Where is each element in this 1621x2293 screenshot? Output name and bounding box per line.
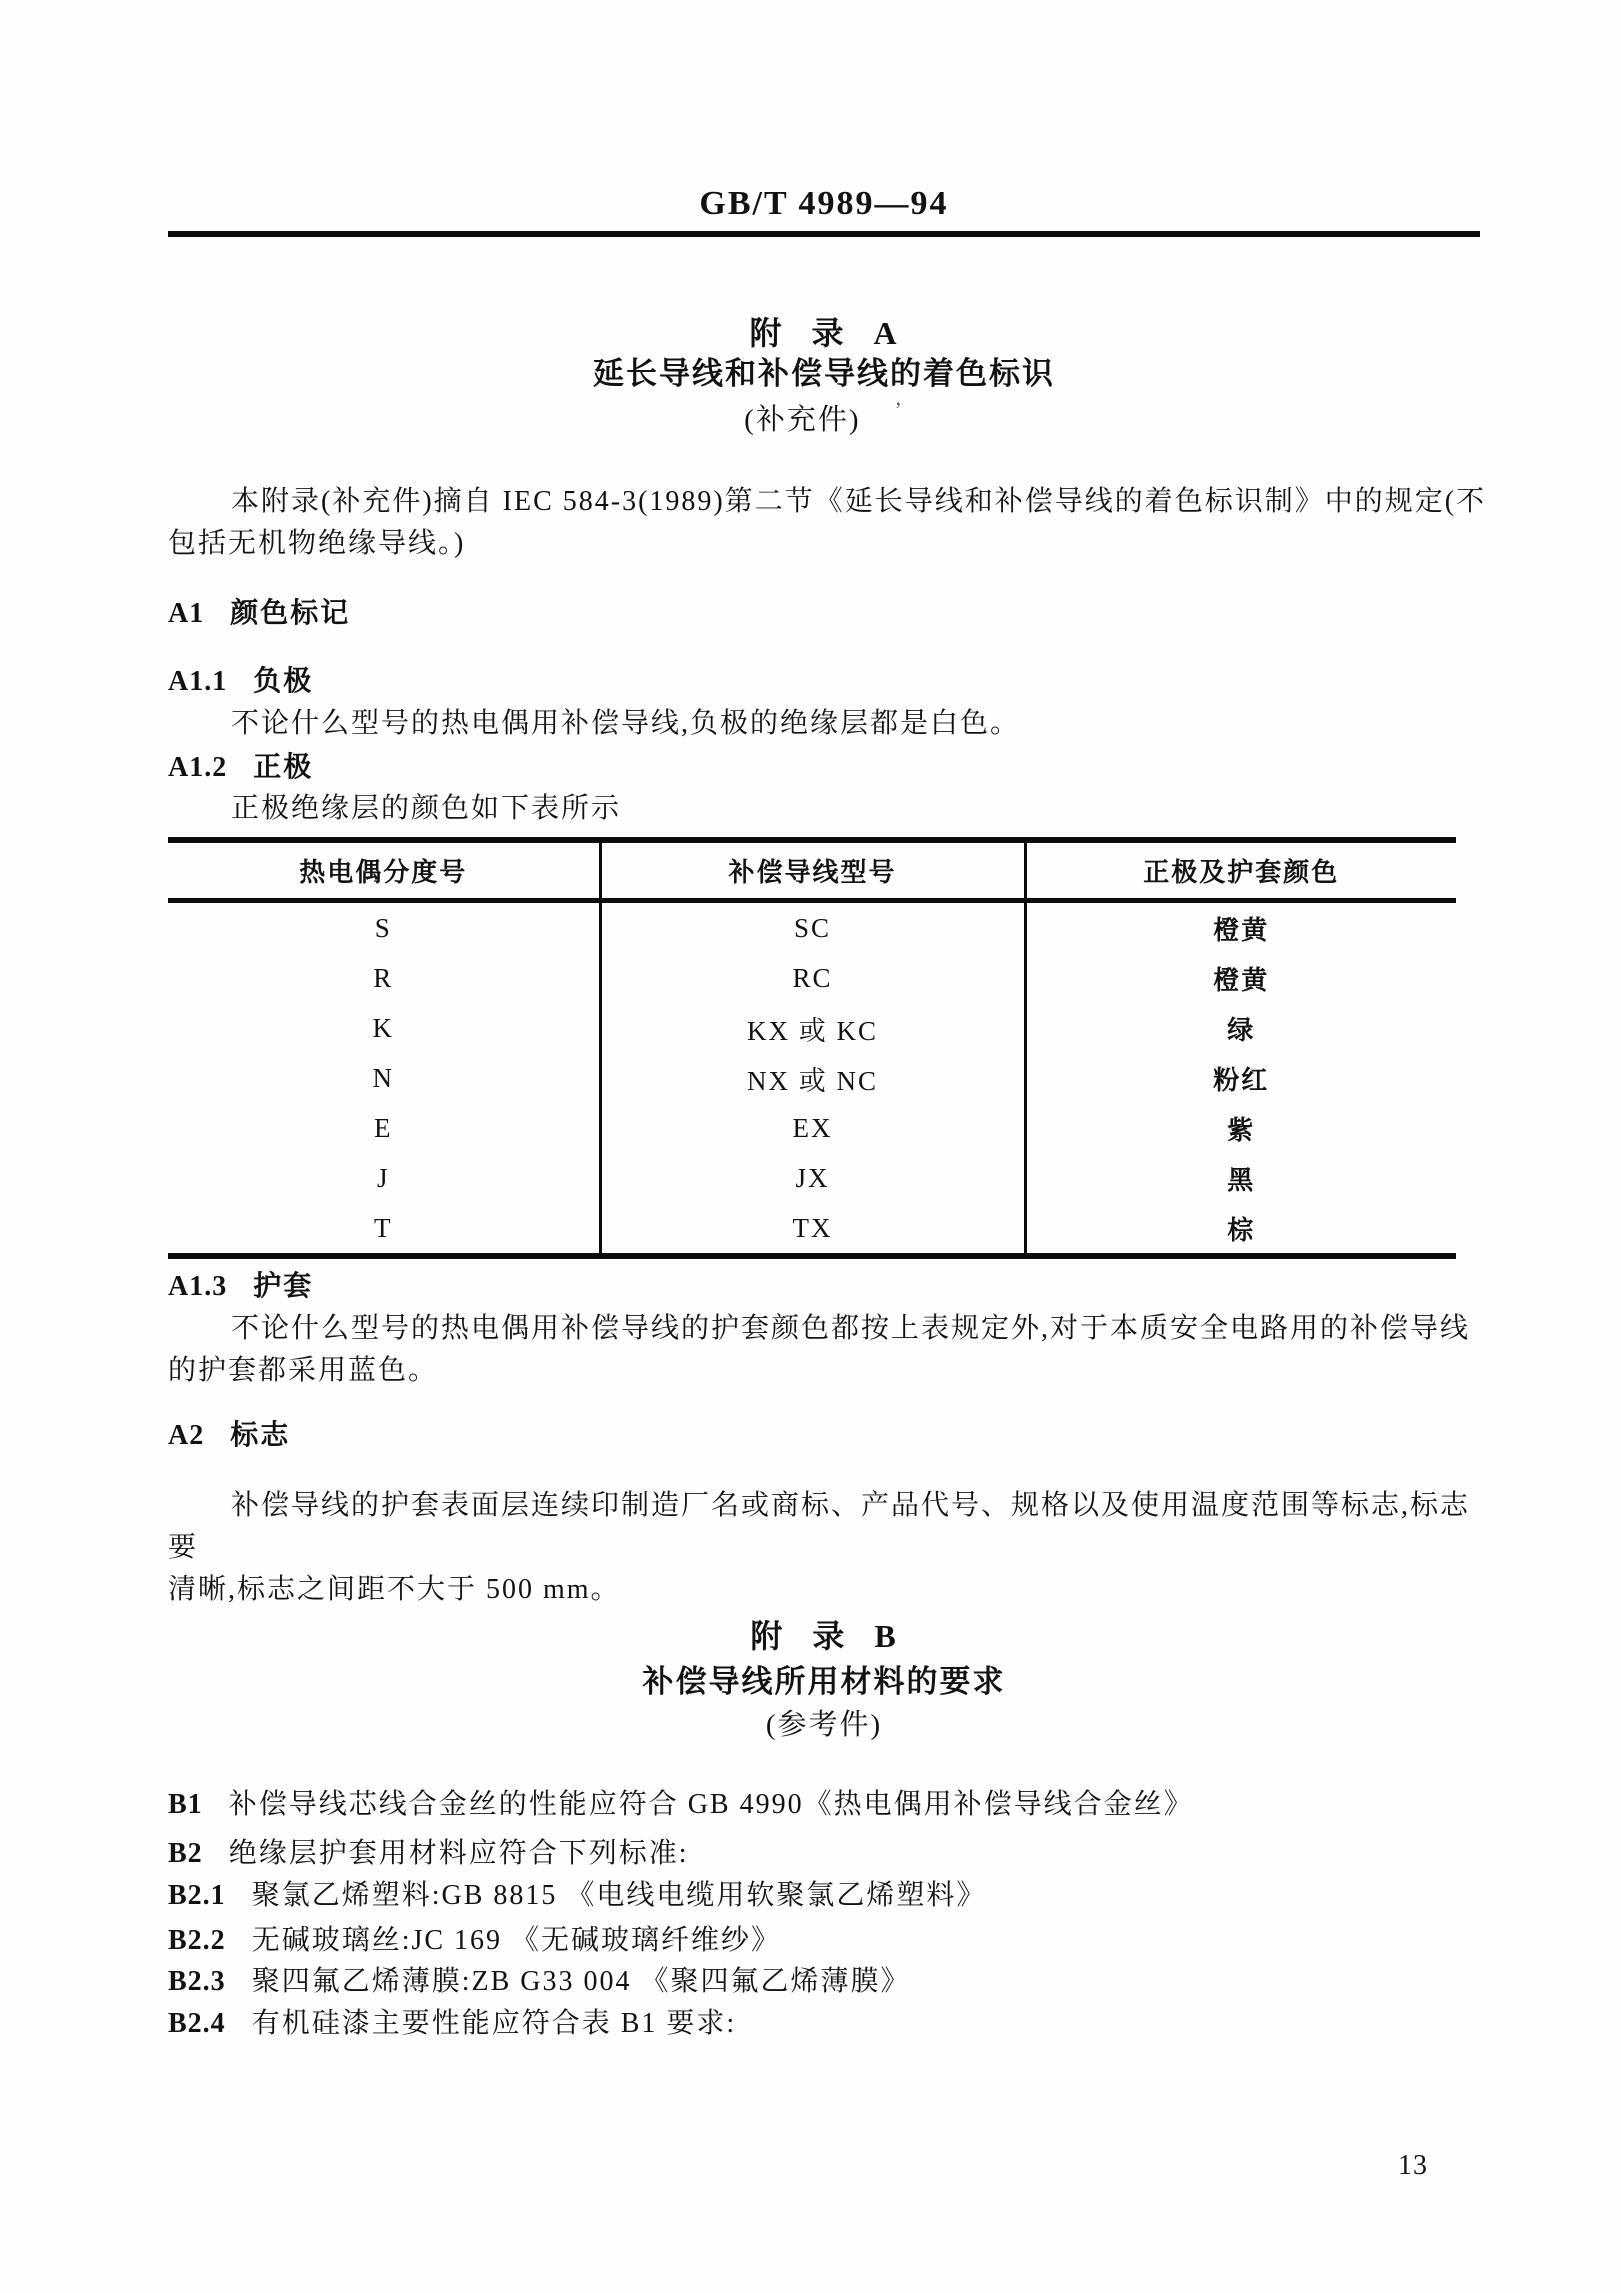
- appendix-b-subtitle: 补偿导线所用材料的要求: [642, 1664, 1006, 1699]
- table-cell: JX: [600, 1153, 1025, 1203]
- clause-a1-2: [168, 750, 1490, 786]
- appendix-a-intro: [168, 481, 1490, 565]
- table-cell: 棕: [1227, 1215, 1256, 1245]
- clause-number: B2.4: [168, 2008, 226, 2039]
- clause-number: B1: [168, 1789, 203, 1820]
- clause-title: 标志: [230, 1420, 291, 1451]
- paragraph-line: 本附录(补充件)摘自 IEC 584-3(1989)第二节《延长导线和补偿导线的着色标识制》中的规定(不: [231, 486, 1487, 517]
- table-row: [168, 1003, 1456, 1053]
- column-header: 热电偶分度号: [168, 840, 600, 901]
- clause-number: A1: [168, 598, 205, 629]
- clause-a1-2-body: 正极绝缘层的颜色如下表所示: [231, 793, 622, 824]
- appendix-b-title: 附 录 B: [750, 1618, 898, 1654]
- standard-number: GB/T 4989—94: [699, 185, 949, 222]
- clause-number: B2: [168, 1838, 203, 1869]
- table-row: [168, 1103, 1456, 1153]
- table-cell: K: [372, 1012, 394, 1043]
- column-header: 补偿导线型号: [600, 840, 1025, 901]
- table-cell: J: [376, 1162, 390, 1193]
- paragraph-line: 不论什么型号的热电偶用补偿导线的护套颜色都按上表规定外,对于本质安全电路用的补偿导线: [231, 1313, 1471, 1344]
- table-cell: R: [373, 962, 394, 993]
- table-cell: KX 或 KC: [600, 1003, 1025, 1053]
- clause-text: 有机硅漆主要性能应符合表 B1 要求:: [251, 2008, 737, 2039]
- appendix-a-type-text: (补充件): [744, 404, 861, 436]
- clause-b2-2: [168, 1923, 1490, 1959]
- column-header: 正极及护套颜色: [1025, 840, 1456, 901]
- table-cell: N: [372, 1062, 394, 1093]
- table-cell: S: [374, 912, 392, 943]
- table-row: [168, 901, 1456, 954]
- scan-speck: ’: [894, 397, 904, 422]
- clause-a1-3: [168, 1269, 1490, 1305]
- clause-number: A1.2: [168, 752, 228, 783]
- paragraph-line: 清晰,标志之间距不大于 500 mm。: [168, 1574, 621, 1605]
- paragraph-line: 补偿导线的护套表面层连续印制造厂名或商标、产品代号、规格以及使用温度范围等标志,标志要: [168, 1490, 1471, 1563]
- clause-text: 聚四氟乙烯薄膜:ZB G33 004 《聚四氟乙烯薄膜》: [251, 1966, 911, 1997]
- clause-a2-body: [168, 1485, 1490, 1611]
- clause-b2-3: [168, 1964, 1490, 2000]
- clause-number: A1.3: [168, 1271, 228, 1302]
- page-number: 13: [1398, 2150, 1428, 2181]
- color-marking-table: [168, 837, 1456, 1259]
- table-row: [168, 953, 1456, 1003]
- paragraph-line: 的护套都采用蓝色。: [168, 1355, 439, 1386]
- appendix-b-type-label: (参考件): [765, 1709, 883, 1741]
- table-cell: 橙黄: [1213, 965, 1270, 995]
- header-rule: [168, 231, 1480, 237]
- clause-number: B2.2: [168, 1925, 226, 1956]
- clause-b1: [168, 1787, 1490, 1823]
- table-cell: SC: [600, 901, 1025, 954]
- clause-a1-3-body: [168, 1308, 1490, 1392]
- table-row: [168, 1053, 1456, 1103]
- table-cell: E: [374, 1112, 393, 1143]
- clause-a1: [168, 596, 1490, 632]
- clause-a1-1: [168, 664, 1490, 700]
- table-cell: 紫: [1227, 1115, 1256, 1145]
- table-cell: 黑: [1227, 1165, 1256, 1195]
- clause-number: A1.1: [168, 666, 228, 697]
- clause-a2: [168, 1418, 1490, 1454]
- clause-title: 正极: [253, 752, 314, 783]
- table-header-row: [168, 840, 1456, 901]
- table-cell: TX: [600, 1203, 1025, 1256]
- clause-b2-4: [168, 2006, 1490, 2042]
- table-cell: NX 或 NC: [600, 1053, 1025, 1103]
- clause-title: 颜色标记: [230, 598, 351, 629]
- table-cell: 橙黄: [1213, 915, 1270, 945]
- clause-text: 无碱玻璃丝:JC 169 《无碱玻璃纤维纱》: [251, 1925, 782, 1956]
- clause-title: 护套: [253, 1271, 314, 1302]
- table-cell: T: [374, 1212, 393, 1243]
- table-row: [168, 1153, 1456, 1203]
- appendix-a-title: 附 录 A: [749, 315, 899, 351]
- appendix-a-type-label: [168, 397, 1480, 438]
- paragraph-line: 包括无机物绝缘导线。): [168, 528, 466, 559]
- clause-number: B2.1: [168, 1880, 226, 1911]
- table-cell: RC: [600, 953, 1025, 1003]
- clause-number: A2: [168, 1420, 205, 1451]
- clause-text: 绝缘层护套用材料应符合下列标准:: [228, 1838, 689, 1869]
- clause-title: 负极: [253, 666, 314, 697]
- clause-number: B2.3: [168, 1966, 226, 1997]
- clause-text: 补偿导线芯线合金丝的性能应符合 GB 4990《热电偶用补偿导线合金丝》: [228, 1789, 1194, 1820]
- clause-text: 聚氯乙烯塑料:GB 8815 《电线电缆用软聚氯乙烯塑料》: [251, 1880, 987, 1911]
- clause-b2: [168, 1836, 1490, 1872]
- table-row: [168, 1203, 1456, 1256]
- appendix-a-subtitle: 延长导线和补偿导线的着色标识: [593, 356, 1055, 391]
- table-cell: 粉红: [1213, 1065, 1270, 1095]
- table-cell: 绿: [1227, 1015, 1256, 1045]
- clause-a1-1-body: 不论什么型号的热电偶用补偿导线,负极的绝缘层都是白色。: [231, 708, 1021, 739]
- table-cell: EX: [600, 1103, 1025, 1153]
- clause-b2-1: [168, 1878, 1490, 1914]
